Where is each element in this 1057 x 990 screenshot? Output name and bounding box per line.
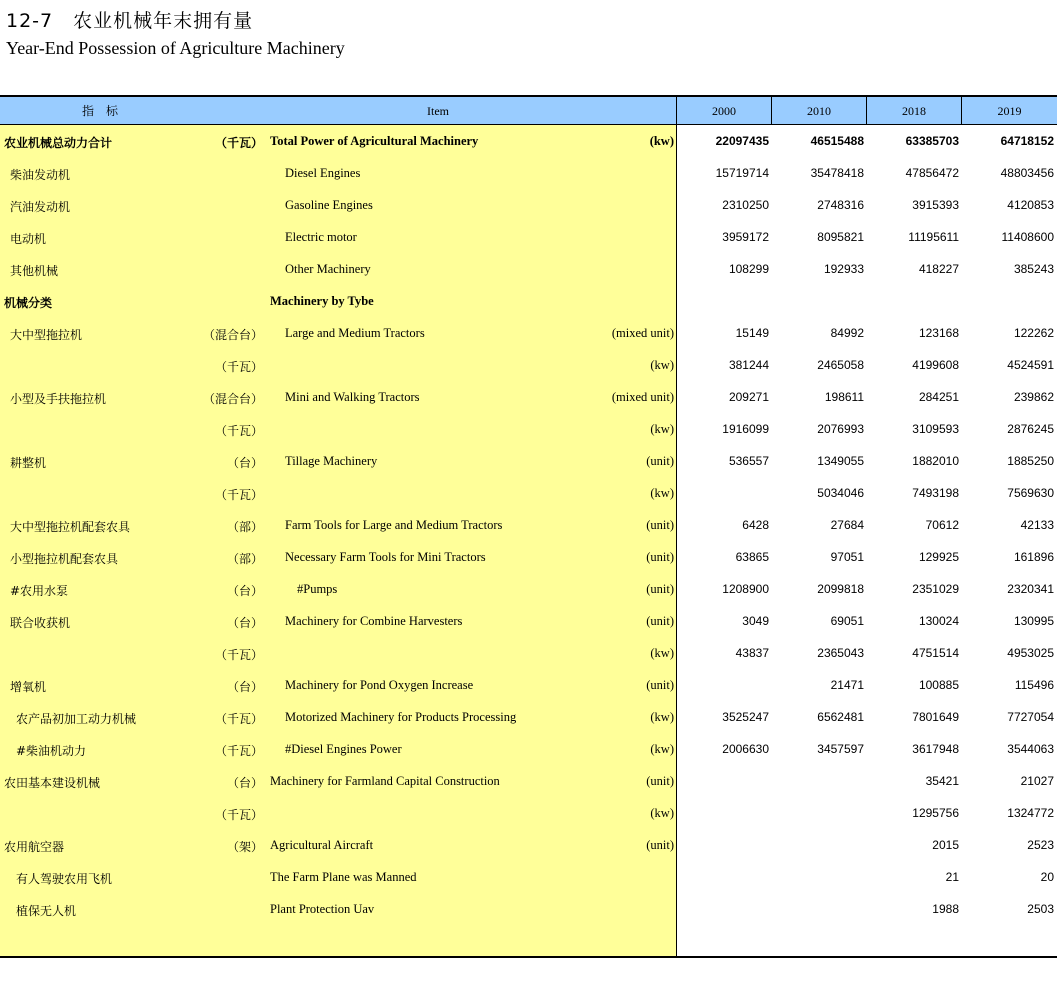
row-value-2019: 7569630 bbox=[1007, 486, 1054, 500]
row-label-cn: 其他机械 bbox=[10, 264, 59, 278]
table-header bbox=[0, 95, 1057, 125]
row-unit-cn: （千瓦） bbox=[214, 360, 263, 374]
row-value-2000: 63865 bbox=[735, 550, 769, 564]
row-value-2019: 1885250 bbox=[1007, 454, 1054, 468]
row-label-cn: 农田基本建设机械 bbox=[4, 776, 101, 790]
row-unit-en: (kw) bbox=[650, 486, 674, 500]
row-label-en: Plant Protection Uav bbox=[270, 902, 375, 916]
row-value-2018: 100885 bbox=[918, 678, 959, 692]
table-row bbox=[0, 829, 1057, 861]
row-label-en: Mini and Walking Tractors bbox=[285, 390, 420, 404]
table-row bbox=[0, 477, 1057, 509]
row-label-cn: 电动机 bbox=[10, 232, 47, 246]
row-unit-en: (kw) bbox=[650, 422, 674, 436]
row-value-2000: 108299 bbox=[728, 262, 769, 276]
row-value-2018: 123168 bbox=[918, 326, 959, 340]
row-value-2010: 2748316 bbox=[817, 198, 864, 212]
row-unit-cn: （千瓦） bbox=[214, 136, 263, 150]
row-value-2018: 2351029 bbox=[912, 582, 959, 596]
row-value-2010: 84992 bbox=[830, 326, 864, 340]
row-label-en: Machinery by Tybe bbox=[270, 294, 374, 308]
row-label-cn: 有人驾驶农用飞机 bbox=[16, 872, 113, 886]
row-value-2019: 130995 bbox=[1013, 614, 1054, 628]
row-label-en: #Diesel Engines Power bbox=[285, 742, 402, 756]
row-label-cn: 农用航空器 bbox=[4, 840, 65, 854]
table-row bbox=[0, 349, 1057, 381]
row-unit-cn: （台） bbox=[226, 456, 263, 470]
row-label-en: Machinery for Pond Oxygen Increase bbox=[285, 678, 474, 692]
table-title-cn: 12-7 农业机械年末拥有量 bbox=[6, 10, 254, 32]
row-value-2018: 47856472 bbox=[905, 166, 959, 180]
row-unit-cn: （千瓦） bbox=[214, 648, 263, 662]
row-value-2010: 2099818 bbox=[817, 582, 864, 596]
row-value-2010: 21471 bbox=[830, 678, 864, 692]
row-value-2018: 130024 bbox=[918, 614, 959, 628]
row-value-2010: 5034046 bbox=[817, 486, 864, 500]
row-value-2018: 1295756 bbox=[912, 806, 959, 820]
row-unit-en: (mixed unit) bbox=[611, 326, 674, 340]
row-unit-cn: （千瓦） bbox=[214, 808, 263, 822]
table-row bbox=[0, 157, 1057, 189]
row-value-2018: 35421 bbox=[925, 774, 959, 788]
row-value-2018: 7801649 bbox=[912, 710, 959, 724]
row-label-cn: 小型拖拉机配套农具 bbox=[10, 552, 119, 566]
row-unit-en: (unit) bbox=[646, 454, 674, 468]
row-value-2019: 7727054 bbox=[1007, 710, 1054, 724]
row-value-2019: 4524591 bbox=[1007, 358, 1054, 372]
row-value-2018: 129925 bbox=[918, 550, 959, 564]
row-value-2018: 21 bbox=[945, 870, 959, 884]
row-unit-cn: （架） bbox=[226, 840, 263, 854]
row-value-2010: 192933 bbox=[823, 262, 864, 276]
row-value-2000: 3525247 bbox=[722, 710, 769, 724]
row-label-en: Agricultural Aircraft bbox=[270, 838, 374, 852]
table-row bbox=[0, 189, 1057, 221]
table-row bbox=[0, 541, 1057, 573]
row-value-2019: 48803456 bbox=[1000, 166, 1054, 180]
row-value-2019: 11408600 bbox=[1001, 230, 1054, 244]
row-unit-cn: （部） bbox=[226, 552, 263, 566]
row-value-2010: 27684 bbox=[830, 518, 864, 532]
row-value-2018: 3109593 bbox=[912, 422, 959, 436]
row-unit-cn: （部） bbox=[226, 520, 263, 534]
row-value-2018: 70612 bbox=[925, 518, 959, 532]
row-value-2019: 3544063 bbox=[1007, 742, 1054, 756]
row-label-cn: 机械分类 bbox=[4, 296, 53, 310]
row-value-2019: 2503 bbox=[1027, 902, 1054, 916]
row-label-en: Diesel Engines bbox=[285, 166, 361, 180]
table-row bbox=[0, 765, 1057, 797]
row-value-2000: 1916099 bbox=[722, 422, 769, 436]
row-value-2000: 3049 bbox=[742, 614, 769, 628]
row-value-2018: 11195611 bbox=[908, 230, 959, 244]
row-value-2000: 43837 bbox=[735, 646, 769, 660]
header-indicator: 指 标 bbox=[81, 104, 118, 118]
row-value-2019: 64718152 bbox=[1000, 134, 1054, 148]
table-row bbox=[0, 509, 1057, 541]
row-value-2019: 385243 bbox=[1013, 262, 1054, 276]
row-unit-en: (unit) bbox=[646, 614, 674, 628]
row-value-2000: 3959172 bbox=[722, 230, 769, 244]
row-value-2019: 1324772 bbox=[1007, 806, 1054, 820]
row-label-en: Farm Tools for Large and Medium Tractors bbox=[285, 518, 503, 532]
row-value-2000: 2006630 bbox=[722, 742, 769, 756]
row-label-en: Electric motor bbox=[285, 230, 357, 244]
row-unit-en: (unit) bbox=[646, 838, 674, 852]
row-label-cn: 小型及手扶拖拉机 bbox=[10, 392, 107, 406]
table-row bbox=[0, 125, 1057, 157]
row-value-2000: 381244 bbox=[728, 358, 769, 372]
row-value-2018: 1988 bbox=[932, 902, 959, 916]
row-value-2018: 2015 bbox=[932, 838, 959, 852]
row-label-cn: 汽油发动机 bbox=[10, 200, 71, 214]
row-unit-cn: （混合台） bbox=[202, 328, 263, 342]
row-value-2010: 2365043 bbox=[817, 646, 864, 660]
row-unit-en: (kw) bbox=[650, 358, 674, 372]
table-row bbox=[0, 413, 1057, 445]
row-unit-cn: （台） bbox=[226, 616, 263, 630]
row-value-2019: 2320341 bbox=[1007, 582, 1054, 596]
row-label-en: Large and Medium Tractors bbox=[285, 326, 425, 340]
row-label-en: Motorized Machinery for Products Processing bbox=[285, 710, 517, 724]
row-label-cn: 柴油发动机 bbox=[10, 168, 71, 182]
row-value-2018: 284251 bbox=[918, 390, 959, 404]
table-row bbox=[0, 445, 1057, 477]
row-value-2000: 15719714 bbox=[715, 166, 769, 180]
table-row bbox=[0, 381, 1057, 413]
table-row bbox=[0, 637, 1057, 669]
table-row bbox=[0, 733, 1057, 765]
row-label-en: Machinery for Combine Harvesters bbox=[285, 614, 463, 628]
row-unit-cn: （千瓦） bbox=[214, 488, 263, 502]
row-unit-en: (kw) bbox=[650, 646, 674, 660]
row-value-2019: 161896 bbox=[1013, 550, 1054, 564]
table-row bbox=[0, 285, 1057, 317]
header-year-2019: 2019 bbox=[997, 104, 1022, 118]
row-label-en: Machinery for Farmland Capital Construction bbox=[270, 774, 500, 788]
row-label-en: Necessary Farm Tools for Mini Tractors bbox=[285, 550, 486, 564]
table-bottom-rule bbox=[0, 956, 1057, 958]
row-value-2019: 2523 bbox=[1027, 838, 1054, 852]
row-label-en: Other Machinery bbox=[285, 262, 371, 276]
table-row bbox=[0, 221, 1057, 253]
row-value-2010: 198611 bbox=[824, 390, 864, 404]
header-item: Item bbox=[427, 104, 449, 118]
table-body bbox=[0, 125, 1057, 957]
row-value-2010: 6562481 bbox=[817, 710, 864, 724]
table-row bbox=[0, 605, 1057, 637]
row-value-2010: 2076993 bbox=[817, 422, 864, 436]
row-value-2000: 536557 bbox=[728, 454, 769, 468]
row-value-2010: 1349055 bbox=[817, 454, 864, 468]
row-unit-en: (unit) bbox=[646, 582, 674, 596]
row-value-2019: 42133 bbox=[1020, 518, 1054, 532]
row-label-cn: 增氧机 bbox=[10, 680, 47, 694]
header-year-2010: 2010 bbox=[807, 104, 831, 118]
row-value-2010: 35478418 bbox=[810, 166, 864, 180]
row-value-2010: 2465058 bbox=[817, 358, 864, 372]
row-label-cn: 农产品初加工动力机械 bbox=[16, 712, 137, 726]
row-value-2000: 22097435 bbox=[715, 134, 769, 148]
row-label-cn: 联合收获机 bbox=[10, 616, 71, 630]
table-row bbox=[0, 573, 1057, 605]
row-value-2019: 115496 bbox=[1014, 678, 1054, 692]
row-value-2018: 7493198 bbox=[912, 486, 959, 500]
row-value-2019: 239862 bbox=[1013, 390, 1054, 404]
row-unit-en: (mixed unit) bbox=[611, 390, 674, 404]
row-value-2010: 46515488 bbox=[810, 134, 864, 148]
row-unit-en: (kw) bbox=[650, 806, 674, 820]
row-unit-cn: （混合台） bbox=[202, 392, 263, 406]
row-unit-en: (unit) bbox=[646, 550, 674, 564]
row-label-en: Tillage Machinery bbox=[285, 454, 378, 468]
row-value-2000: 15149 bbox=[735, 326, 769, 340]
row-unit-en: (unit) bbox=[646, 518, 674, 532]
row-unit-cn: （千瓦） bbox=[214, 744, 263, 758]
row-value-2019: 2876245 bbox=[1007, 422, 1054, 436]
row-unit-en: (kw) bbox=[650, 710, 674, 724]
row-unit-cn: （台） bbox=[226, 776, 263, 790]
table-row bbox=[0, 669, 1057, 701]
table-row bbox=[0, 253, 1057, 285]
table-row bbox=[0, 317, 1057, 349]
row-value-2018: 418227 bbox=[918, 262, 959, 276]
row-value-2018: 3617948 bbox=[912, 742, 959, 756]
table-title-en: Year-End Possession of Agriculture Machinery bbox=[6, 38, 345, 58]
row-value-2000: 6428 bbox=[742, 518, 769, 532]
row-value-2010: 8095821 bbox=[817, 230, 864, 244]
row-label-cn: 耕整机 bbox=[10, 456, 47, 470]
header-year-2000: 2000 bbox=[712, 104, 736, 118]
row-unit-cn: （台） bbox=[226, 584, 263, 598]
row-value-2018: 1882010 bbox=[912, 454, 959, 468]
table-row bbox=[0, 893, 1057, 925]
row-label-cn: 大中型拖拉机配套农具 bbox=[10, 520, 131, 534]
row-value-2010: 69051 bbox=[830, 614, 864, 628]
row-unit-cn: （千瓦） bbox=[214, 424, 263, 438]
row-unit-cn: （千瓦） bbox=[214, 712, 263, 726]
row-value-2019: 4953025 bbox=[1007, 646, 1054, 660]
row-value-2018: 4199608 bbox=[912, 358, 959, 372]
header-year-2018: 2018 bbox=[902, 104, 926, 118]
row-label-en: Gasoline Engines bbox=[285, 198, 373, 212]
row-value-2000: 209271 bbox=[728, 390, 769, 404]
row-unit-en: (kw) bbox=[649, 134, 674, 148]
row-unit-en: (unit) bbox=[646, 678, 674, 692]
row-value-2018: 4751514 bbox=[912, 646, 959, 660]
row-label-en: The Farm Plane was Manned bbox=[270, 870, 417, 884]
row-value-2000: 1208900 bbox=[722, 582, 769, 596]
row-value-2018: 63385703 bbox=[905, 134, 959, 148]
row-label-cn: #柴油机动力 bbox=[16, 744, 87, 758]
row-value-2019: 4120853 bbox=[1007, 198, 1054, 212]
row-value-2010: 97051 bbox=[830, 550, 864, 564]
row-unit-en: (kw) bbox=[650, 742, 674, 756]
row-unit-cn: （台） bbox=[226, 680, 263, 694]
row-label-cn: 大中型拖拉机 bbox=[10, 328, 83, 342]
row-label-cn: 植保无人机 bbox=[16, 904, 77, 918]
row-value-2019: 21027 bbox=[1020, 774, 1054, 788]
row-value-2000: 2310250 bbox=[722, 198, 769, 212]
row-value-2010: 3457597 bbox=[817, 742, 864, 756]
table-row bbox=[0, 797, 1057, 829]
table-row bbox=[0, 701, 1057, 733]
table-row bbox=[0, 861, 1057, 893]
row-label-cn: #农用水泵 bbox=[10, 584, 69, 598]
row-label-cn: 农业机械总动力合计 bbox=[4, 136, 113, 150]
row-value-2019: 122262 bbox=[1013, 326, 1054, 340]
row-label-en: #Pumps bbox=[297, 582, 338, 596]
row-value-2019: 20 bbox=[1040, 870, 1054, 884]
row-value-2018: 3915393 bbox=[912, 198, 959, 212]
row-label-en: Total Power of Agricultural Machinery bbox=[270, 134, 479, 148]
row-unit-en: (unit) bbox=[646, 774, 674, 788]
